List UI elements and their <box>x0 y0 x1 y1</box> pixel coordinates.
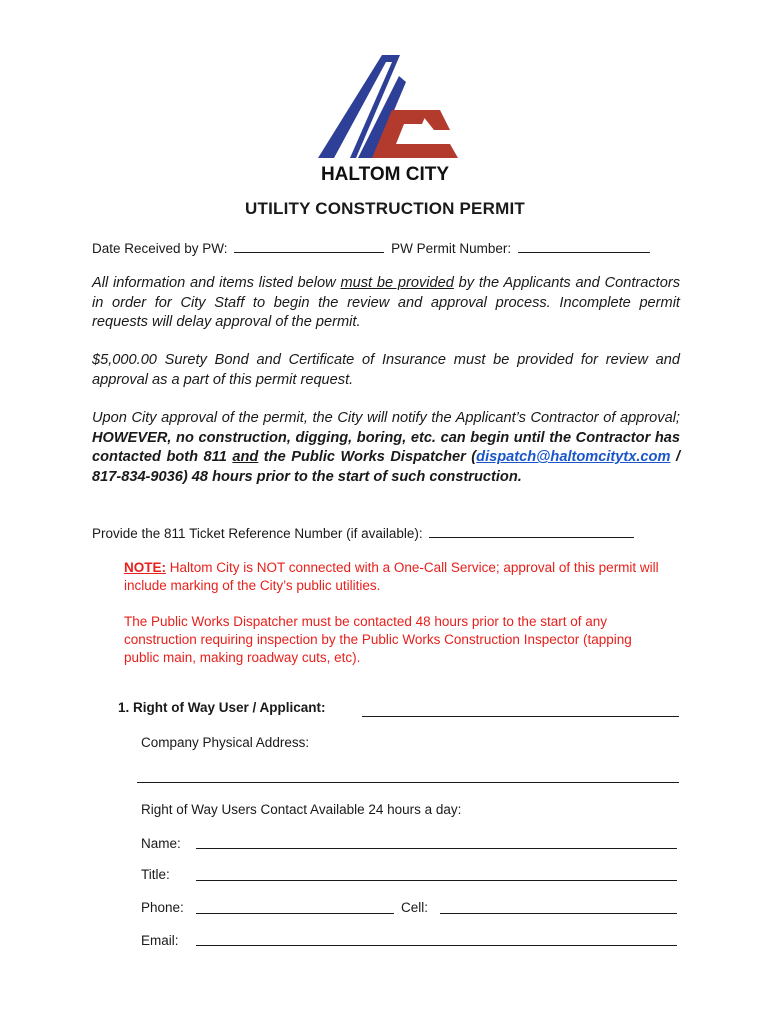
logo-wordmark: HALTOM CITY <box>320 164 450 185</box>
note-one-call <box>124 559 669 595</box>
approval-and: and <box>232 449 259 465</box>
title-field[interactable] <box>196 880 677 881</box>
surety-paragraph: $5,000.00 Surety Bond and Certificate of Insurance must be provided for review and approval as a part of this permit request. <box>92 352 680 388</box>
intro-text-2: by the Applicants and Contractors in order for City Staff to begin the review and approval process. Incomplete permit requests will delay approval of the permit. <box>92 275 680 330</box>
approval-paragraph <box>92 409 680 487</box>
section-1-heading: 1. Right of Way User / Applicant: <box>118 700 326 715</box>
permit-number-label: PW Permit Number: <box>391 241 512 256</box>
date-received-label: Date Received by PW: <box>92 241 228 256</box>
name-label: Name: <box>141 836 181 851</box>
applicant-field[interactable] <box>362 716 679 717</box>
approval-bold-2: the Public Works Dispatcher ( <box>258 449 477 465</box>
date-received-field[interactable] <box>234 238 384 253</box>
note-label: NOTE: <box>124 560 166 575</box>
approval-bold-1: HOWEVER, no construction, digging, boring, etc. can begin until the Contractor has contacted both 811 <box>92 429 680 465</box>
contact-label: Right of Way Users Contact Available 24 hours a day: <box>141 802 462 817</box>
intro-text-1: All information and items listed below <box>92 275 341 291</box>
ticket-label: Provide the 811 Ticket Reference Number (if available): <box>92 526 423 541</box>
email-label: Email: <box>141 933 179 948</box>
address-field[interactable] <box>137 782 679 783</box>
approval-bold-3: / 817-834-9036) 48 hours prior to the start of such construction. <box>92 449 681 485</box>
email-field[interactable] <box>196 945 677 946</box>
intro-emphasis: must be provided <box>340 275 454 291</box>
name-field[interactable] <box>196 848 677 849</box>
page-title: UTILITY CONSTRUCTION PERMIT <box>245 199 525 218</box>
approval-text-1: Upon City approval of the permit, the City will notify the Applicant’s Contractor of approval; <box>92 410 680 426</box>
header-fields-row <box>92 238 653 256</box>
haltom-city-logo <box>300 50 470 185</box>
title-label: Title: <box>141 867 170 882</box>
cell-label: Cell: <box>401 900 429 915</box>
haltom-city-logo-mark <box>300 50 470 185</box>
ticket-row <box>92 523 637 541</box>
note-text: Haltom City is NOT connected with a One-Call Service; approval of this permit will include marking of the City’s public utilities. <box>124 560 659 593</box>
intro-paragraph <box>92 274 680 333</box>
phone-field[interactable] <box>196 913 394 914</box>
permit-number-field[interactable] <box>518 238 650 253</box>
address-label: Company Physical Address: <box>141 735 310 750</box>
ticket-number-field[interactable] <box>429 523 634 538</box>
cell-field[interactable] <box>440 913 677 914</box>
note-dispatcher: The Public Works Dispatcher must be contacted 48 hours prior to the start of any construction requiring inspection by the Public Works Construction Inspector (tapping public main, making roadway cuts, etc). <box>124 614 632 665</box>
dispatch-email-link[interactable]: dispatch@haltomcitytx.com <box>476 449 671 465</box>
phone-label: Phone: <box>141 900 184 915</box>
